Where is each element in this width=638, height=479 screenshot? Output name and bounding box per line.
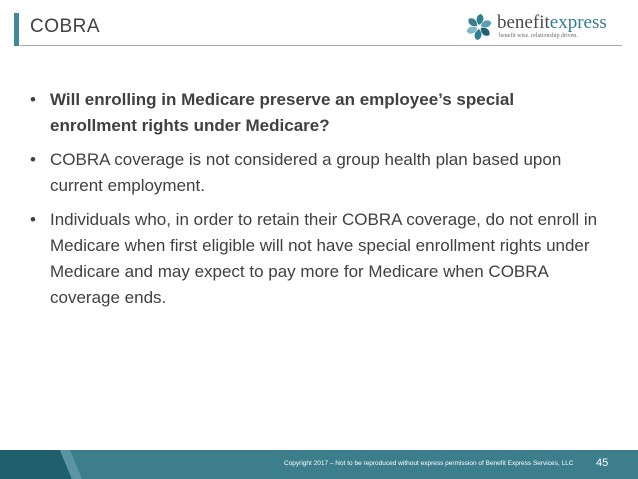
bullet-marker: •	[30, 150, 36, 169]
bullet-item	[30, 87, 600, 139]
slide-title: COBRA	[30, 16, 101, 37]
benefitexpress-logo	[464, 12, 624, 44]
bullet-text: COBRA coverage is not considered a group health plan based upon current employment.	[50, 150, 562, 195]
logo-tagline: benefit wise. relationship driven.	[499, 33, 578, 39]
bullet-marker: •	[30, 90, 36, 109]
bullet-item	[30, 207, 600, 311]
bullet-list	[30, 87, 600, 319]
logo-mark-icon	[464, 12, 494, 42]
bullet-item	[30, 147, 600, 199]
bullet-text: Will enrolling in Medicare preserve an employee’s special enrollment rights under Medicare?	[50, 90, 515, 135]
bullet-text: Individuals who, in order to retain their COBRA coverage, do not enroll in Medicare when first eligible will not have special enrollment rights under Medicare and may expect to pay more for Medicare when COBRA coverage ends.	[50, 210, 598, 307]
logo-wordmark-benefit: benefit	[497, 12, 550, 33]
slide-footer	[0, 450, 638, 479]
logo-wordmark	[497, 12, 607, 34]
copyright-notice: Copyright 2017 – Not to be reproduced without express permission of Benefit Express Services, LLC	[284, 460, 574, 467]
header-accent-bar	[14, 13, 19, 46]
header-divider	[20, 45, 622, 46]
bullet-marker: •	[30, 210, 36, 229]
slide-number: 45	[596, 457, 609, 469]
logo-wordmark-express: express	[549, 12, 607, 33]
